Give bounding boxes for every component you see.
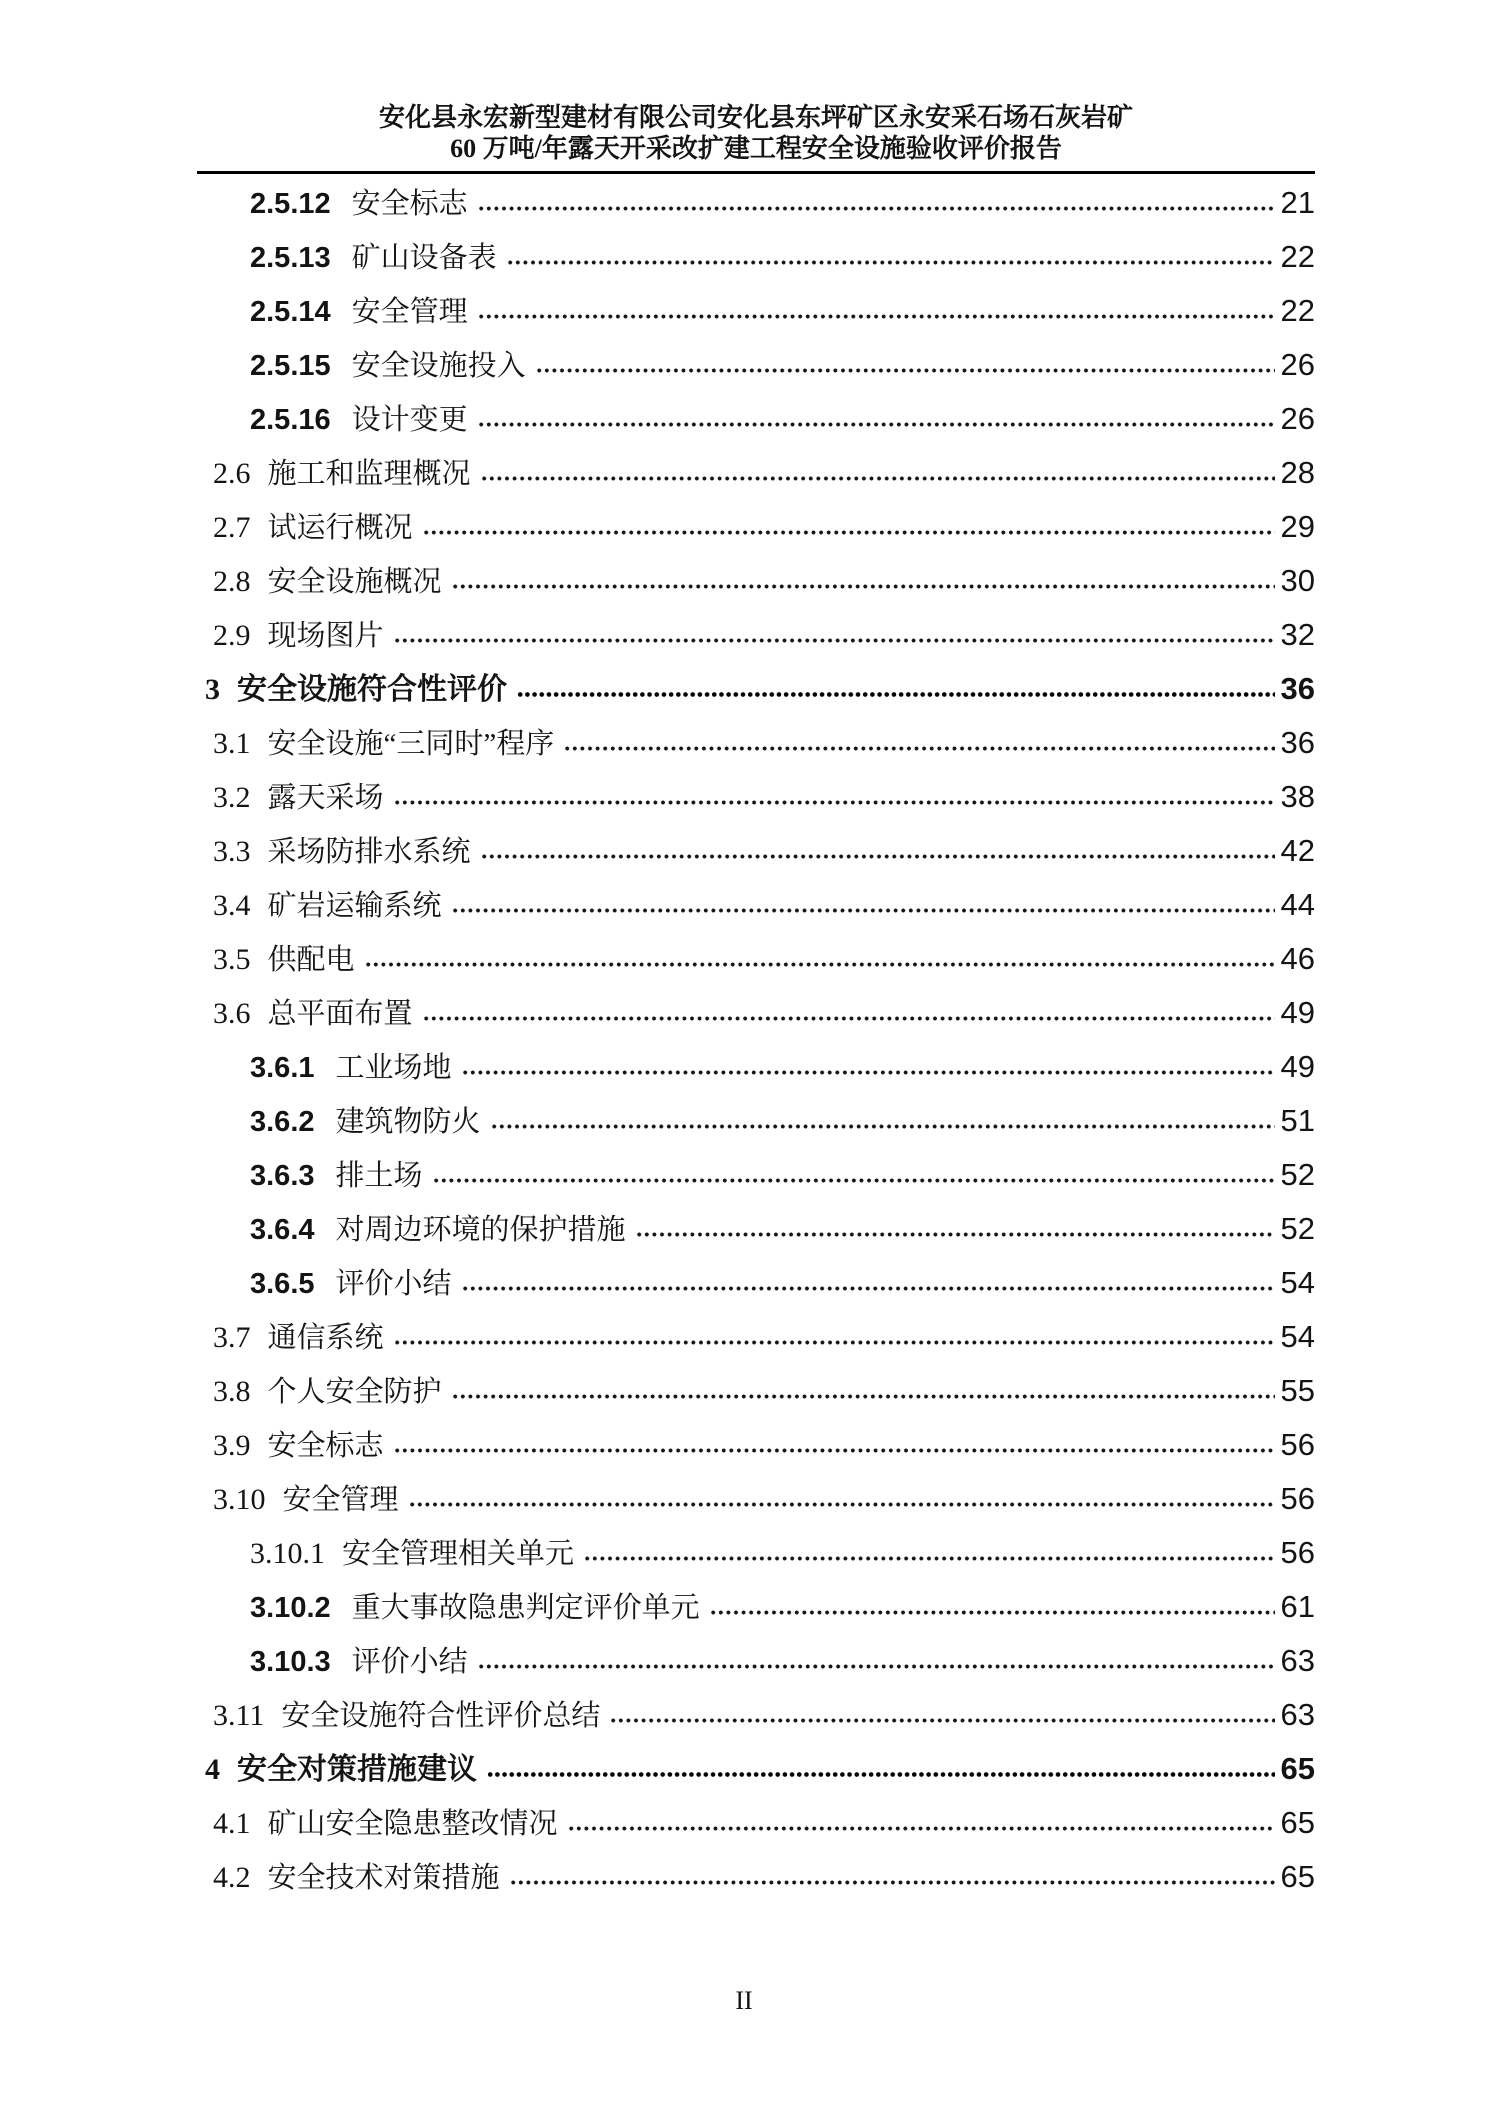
dot-leader (394, 1446, 1275, 1455)
toc-entry[interactable] (197, 608, 1315, 662)
toc-entry-number: 3 (205, 673, 220, 706)
toc-entry-title: 安全管理 (351, 296, 468, 328)
dot-leader (478, 204, 1275, 213)
toc-entry[interactable] (197, 662, 1315, 716)
toc-entry-number: 3.4 (213, 889, 251, 922)
dot-leader (394, 636, 1275, 645)
dot-leader (423, 528, 1275, 537)
toc-entry-title: 设计变更 (351, 404, 468, 436)
toc-entry-number: 3.6 (213, 997, 251, 1030)
dot-leader (423, 1014, 1275, 1023)
dot-leader (610, 1716, 1274, 1725)
toc-entry-number: 3.6.1 (250, 1052, 315, 1084)
dot-leader (394, 1338, 1275, 1347)
toc-entry-title: 现场图片 (267, 620, 384, 652)
dot-leader (452, 1392, 1275, 1401)
toc-entry-page: 26 (1280, 401, 1315, 436)
toc-entry-number: 3.10 (213, 1483, 266, 1516)
page-number-footer: II (735, 1986, 753, 2015)
toc-entry-title: 安全对策措施建议 (237, 1753, 477, 1786)
toc-entry[interactable] (197, 716, 1315, 770)
toc-entry[interactable] (197, 1634, 1315, 1688)
toc-entry-page: 61 (1280, 1589, 1315, 1624)
toc-entry-page: 65 (1280, 1751, 1315, 1786)
toc-entry-number: 3.10.2 (250, 1592, 331, 1624)
toc-entry-number: 3.3 (213, 835, 251, 868)
toc-entry[interactable] (197, 1796, 1315, 1850)
toc-entry-page: 21 (1280, 185, 1315, 220)
toc-entry-page: 30 (1280, 563, 1315, 598)
toc-entry-page: 42 (1280, 833, 1315, 868)
toc-entry-page: 56 (1280, 1535, 1315, 1570)
dot-leader (517, 690, 1275, 699)
dot-leader (536, 366, 1275, 375)
toc-entry-title: 安全标志 (351, 188, 468, 220)
toc-entry-title: 矿山设备表 (351, 242, 497, 274)
toc-entry[interactable] (197, 338, 1315, 392)
document-header (197, 102, 1315, 174)
toc-entry-number: 3.11 (213, 1699, 265, 1732)
toc-entry[interactable] (197, 1526, 1315, 1580)
toc-entry-title: 矿山安全隐患整改情况 (267, 1808, 558, 1840)
toc-entry[interactable] (197, 284, 1315, 338)
toc-entry-title: 露天采场 (267, 782, 384, 814)
toc-entry-title: 试运行概况 (267, 512, 413, 544)
toc-entry-number: 3.10.1 (250, 1537, 325, 1570)
toc-entry-number: 2.5.14 (250, 296, 331, 328)
toc-entry-page: 49 (1280, 1049, 1315, 1084)
toc-entry-title: 供配电 (267, 944, 355, 976)
dot-leader (568, 1824, 1275, 1833)
toc-entry[interactable] (197, 176, 1315, 230)
toc-entry-title: 通信系统 (267, 1322, 384, 1354)
toc-entry-title: 安全管理 (282, 1484, 399, 1516)
toc-entry-page: 56 (1280, 1481, 1315, 1516)
toc-entry[interactable] (197, 1310, 1315, 1364)
toc-entry[interactable] (197, 1742, 1315, 1796)
toc-entry-page: 36 (1280, 725, 1315, 760)
dot-leader (636, 1230, 1275, 1239)
toc-entry-page: 32 (1280, 617, 1315, 652)
toc-entry-title: 评价小结 (335, 1268, 452, 1300)
dot-leader (478, 1662, 1275, 1671)
toc-entry-title: 建筑物防火 (335, 1106, 481, 1138)
dot-leader (564, 744, 1274, 753)
toc-entry[interactable] (197, 770, 1315, 824)
toc-entry-title: 安全设施投入 (351, 350, 526, 382)
toc-entry-page: 63 (1280, 1643, 1315, 1678)
toc-entry-page: 55 (1280, 1373, 1315, 1408)
toc-entry[interactable] (197, 1094, 1315, 1148)
toc-entry-number: 3.1 (213, 727, 251, 760)
toc-entry-page: 51 (1280, 1103, 1315, 1138)
toc-entry-title: 施工和监理概况 (267, 458, 471, 490)
toc-entry-title: 采场防排水系统 (267, 836, 471, 868)
toc-entry[interactable] (197, 1202, 1315, 1256)
dot-leader (409, 1500, 1275, 1509)
header-line2: 60 万吨/年露天开采改扩建工程安全设施验收评价报告 (450, 134, 1062, 163)
dot-leader (462, 1068, 1275, 1077)
toc-entry-number: 4.2 (213, 1861, 251, 1894)
toc-entry-page: 54 (1280, 1265, 1315, 1300)
toc-entry-number: 3.10.3 (250, 1646, 331, 1678)
toc-entry-page: 29 (1280, 509, 1315, 544)
toc-entry-title: 安全标志 (267, 1430, 384, 1462)
toc-entry[interactable] (197, 1418, 1315, 1472)
toc-entry[interactable] (197, 1688, 1315, 1742)
dot-leader (452, 906, 1275, 915)
dot-leader (394, 798, 1275, 807)
header-line1: 安化县永宏新型建材有限公司安化县东坪矿区永安采石场石灰岩矿 (378, 103, 1133, 132)
dot-leader (433, 1176, 1275, 1185)
toc-entry-page: 65 (1280, 1805, 1315, 1840)
toc-entry-number: 2.5.15 (250, 350, 331, 382)
toc-entry-number: 3.5 (213, 943, 251, 976)
toc-entry-number: 2.5.13 (250, 242, 331, 274)
toc-entry[interactable] (197, 1580, 1315, 1634)
dot-leader (452, 582, 1275, 591)
toc-entry-number: 3.6.4 (250, 1214, 315, 1246)
toc-entry-number: 3.6.5 (250, 1268, 315, 1300)
toc-entry[interactable] (197, 230, 1315, 284)
toc-entry[interactable] (197, 1364, 1315, 1418)
dot-leader (478, 420, 1275, 429)
toc-entry-number: 4 (205, 1753, 220, 1786)
toc-entry-page: 36 (1280, 671, 1315, 706)
toc-entry[interactable] (197, 1472, 1315, 1526)
toc-entry-title: 对周边环境的保护措施 (335, 1214, 626, 1246)
toc-entry-title: 个人安全防护 (267, 1376, 442, 1408)
dot-leader (481, 852, 1275, 861)
toc-entry-page: 22 (1280, 239, 1315, 274)
toc-entry-number: 3.2 (213, 781, 251, 814)
toc-list (197, 176, 1315, 1904)
toc-entry-page: 46 (1280, 941, 1315, 976)
toc-entry-page: 44 (1280, 887, 1315, 922)
dot-leader (481, 474, 1275, 483)
toc-entry-title: 安全设施符合性评价总结 (281, 1700, 601, 1732)
toc-entry[interactable] (197, 1850, 1315, 1904)
toc-entry-number: 2.9 (213, 619, 251, 652)
toc-entry-page: 49 (1280, 995, 1315, 1030)
toc-entry-title: 工业场地 (335, 1052, 452, 1084)
dot-leader (478, 312, 1275, 321)
toc-entry-title: 评价小结 (351, 1646, 468, 1678)
toc-entry[interactable] (197, 554, 1315, 608)
toc-entry[interactable] (197, 500, 1315, 554)
toc-entry-number: 3.6.3 (250, 1160, 315, 1192)
toc-entry-title: 排土场 (335, 1160, 423, 1192)
toc-entry-title: 重大事故隐患判定评价单元 (351, 1592, 700, 1624)
toc-entry-number: 2.5.12 (250, 188, 331, 220)
toc-entry[interactable] (197, 932, 1315, 986)
dot-leader (584, 1554, 1275, 1563)
toc-entry-page: 65 (1280, 1859, 1315, 1894)
toc-entry-title: 安全设施“三同时”程序 (267, 728, 555, 760)
toc-entry-page: 52 (1280, 1157, 1315, 1192)
toc-entry-title: 总平面布置 (267, 998, 413, 1030)
toc-entry-title: 矿岩运输系统 (267, 890, 442, 922)
toc-entry-page: 52 (1280, 1211, 1315, 1246)
toc-entry-title: 安全技术对策措施 (267, 1862, 500, 1894)
dot-leader (365, 960, 1275, 969)
toc-entry[interactable] (197, 986, 1315, 1040)
toc-entry-title: 安全设施符合性评价 (237, 673, 507, 706)
toc-entry[interactable] (197, 1256, 1315, 1310)
toc-entry[interactable] (197, 446, 1315, 500)
toc-entry-number: 3.8 (213, 1375, 251, 1408)
dot-leader (462, 1284, 1275, 1293)
toc-entry-number: 3.7 (213, 1321, 251, 1354)
toc-entry-number: 2.7 (213, 511, 251, 544)
dot-leader (491, 1122, 1275, 1131)
dot-leader (487, 1770, 1275, 1779)
toc-entry-page: 38 (1280, 779, 1315, 814)
toc-entry-page: 63 (1280, 1697, 1315, 1732)
toc-entry[interactable] (197, 1040, 1315, 1094)
dot-leader (510, 1878, 1275, 1887)
toc-entry-page: 54 (1280, 1319, 1315, 1354)
dot-leader (507, 258, 1275, 267)
toc-entry-page: 28 (1280, 455, 1315, 490)
toc-entry-number: 3.9 (213, 1429, 251, 1462)
toc-entry[interactable] (197, 1148, 1315, 1202)
toc-entry-title: 安全设施概况 (267, 566, 442, 598)
toc-entry-page: 26 (1280, 347, 1315, 382)
toc-entry-number: 2.8 (213, 565, 251, 598)
toc-entry[interactable] (197, 878, 1315, 932)
toc-entry-number: 2.5.16 (250, 404, 331, 436)
toc-entry-page: 56 (1280, 1427, 1315, 1462)
toc-entry-number: 2.6 (213, 457, 251, 490)
toc-entry-number: 4.1 (213, 1807, 251, 1840)
dot-leader (710, 1608, 1275, 1617)
toc-entry-title: 安全管理相关单元 (342, 1538, 575, 1570)
toc-entry[interactable] (197, 392, 1315, 446)
toc-entry-page: 22 (1280, 293, 1315, 328)
toc-entry[interactable] (197, 824, 1315, 878)
toc-entry-number: 3.6.2 (250, 1106, 315, 1138)
